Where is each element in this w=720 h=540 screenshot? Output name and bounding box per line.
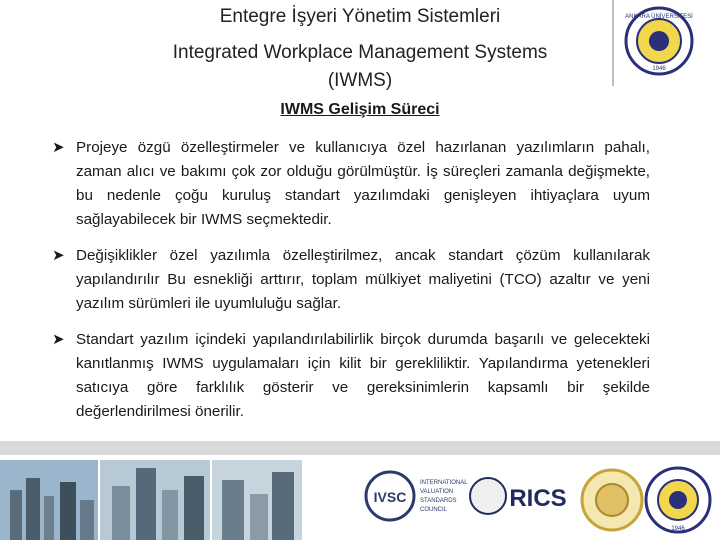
bullet-item [52, 328, 650, 424]
arrow-bullet-icon: ➤ [52, 331, 65, 348]
header-divider [612, 0, 614, 86]
arrow-bullet-icon: ➤ [52, 139, 65, 156]
ankara-university-logo [624, 6, 694, 76]
bullet-text: Değişiklikler özel yazılımla özelleştirilmez, ancak standart çözüm kullanılarak yapılandırılır Bu esnekliği arttırır, toplam mülkiyet maliyetini (TCO) azaltır ve yeni yazılım sürümleri ile uyumluluğu sağlar. [76, 247, 650, 312]
bullet-text: Projeye özgü özelleştirmeler ve kullanıcıya özel hazırlanan yazılımların pahalı, zaman alıcı ve bakımı çok zor olduğu görülmüştür. İş süreçleri zamanla değişmekte, bu nedenle çoğu kuruluş standart yazılımdaki genişleyen ihtiyaçlara uyum sağlayabilecek bir IWMS seçmektedir. [76, 139, 650, 228]
university-emblem-gold [582, 470, 642, 530]
bullet-item [52, 136, 650, 232]
city-skyline-photo-3 [212, 460, 302, 540]
ivsc-label: IVSC [373, 489, 407, 505]
footer-divider [0, 441, 720, 455]
city-skyline-photo-2 [100, 460, 210, 540]
logo-text: ANKARA ÜNİVERSİTESİ [625, 14, 693, 20]
ankara-university-logo-footer [646, 468, 710, 532]
bullet-item [52, 244, 650, 316]
city-skyline-photo-1 [0, 460, 98, 540]
arrow-bullet-icon: ➤ [52, 247, 65, 264]
footer-banner [0, 460, 720, 540]
footer-logo-year: 1946 [671, 526, 685, 532]
slide-title-en: Integrated Workplace Management Systems [172, 42, 548, 63]
rics-label: RICS [509, 485, 567, 512]
bullet-text: Standart yazılım içindeki yapılandırılabilirlik birçok durumda başarılı ve gelecekteki kanıtlanmış IWMS uygulamaları için kilit bir gerekliliktir. Yapılandırma yetenekleri satıcıya göre farklılık gösterir ve gereksinimlerin kapsamlı bir şekilde değerlendirilmesi önerilir. [76, 331, 650, 420]
section-subtitle: IWMS Gelişim Süreci [280, 101, 440, 118]
slide-title-tr: Entegre İşyeri Yönetim Sistemleri [219, 6, 501, 27]
svg-text:INTERNATIONAL VALUATION: INTERNATIONAL VALUATION STANDARDS COUNCIL [420, 480, 468, 513]
logo-year: 1946 [652, 66, 666, 72]
slide-title-abbr: (IWMS) [327, 70, 393, 91]
